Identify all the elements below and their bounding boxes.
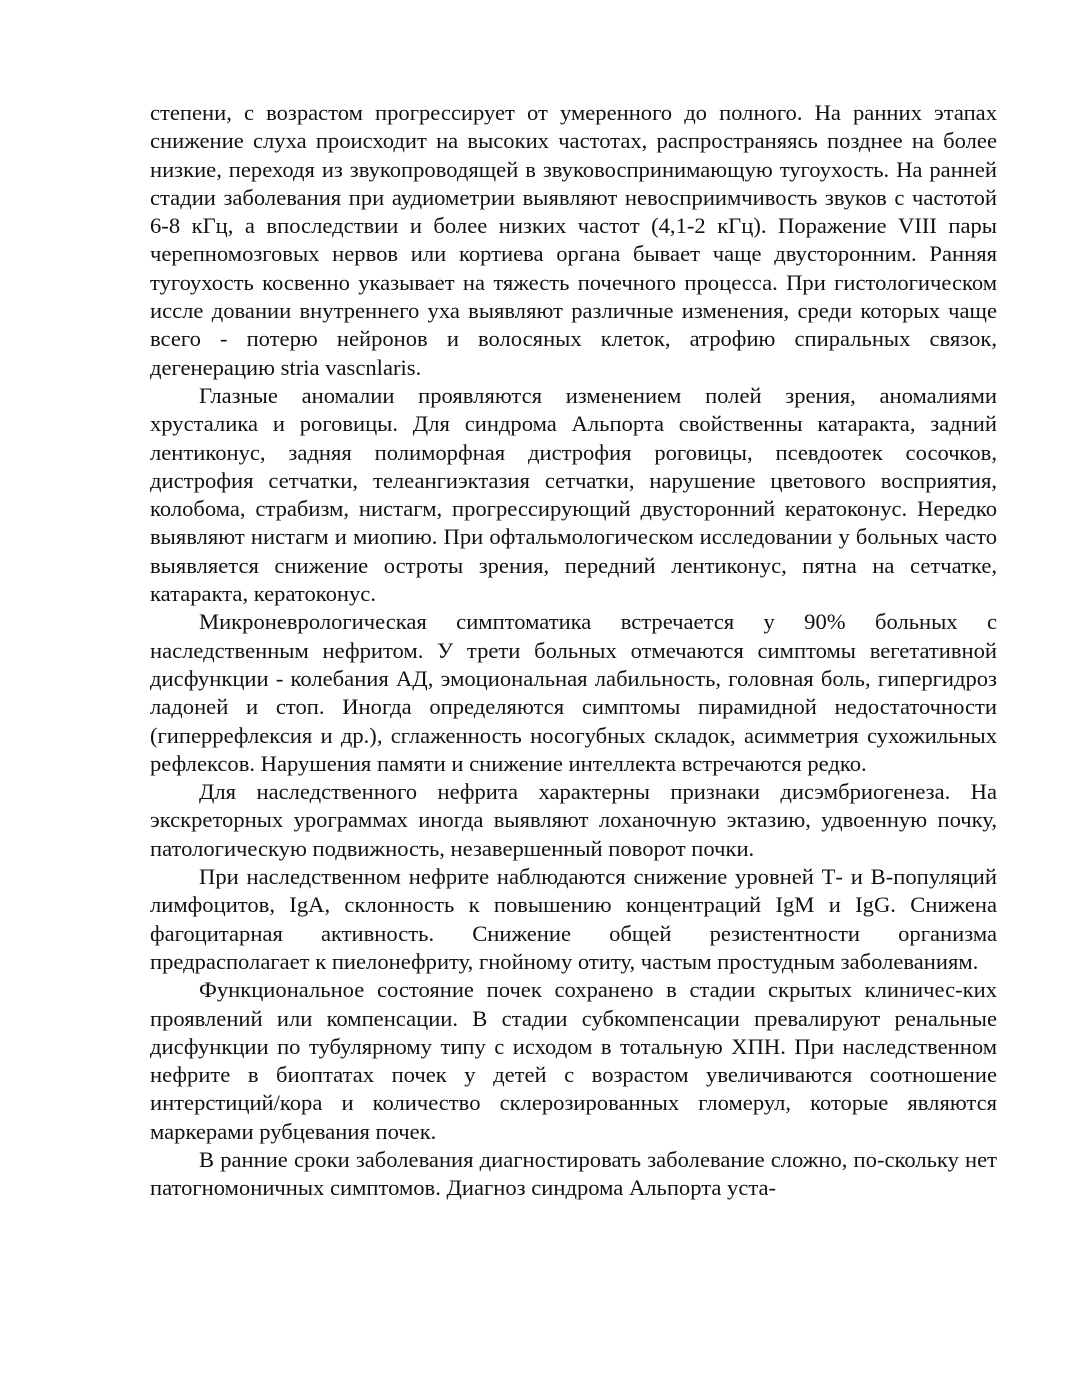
paragraph-immunity: При наследственном нефрите наблюдаются снижение уровней Т- и В-популяций лимфоцитов, IgA, склонность к повышению концентраций IgM и IgG. Снижена фагоцитарная активность. Снижение общей резистентности организма предрасполагает к пиелонефриту, гнойному отиту, частым простудным заболеваниям. [150, 864, 997, 974]
paragraph-diagnosis: В ранние сроки заболевания диагностировать заболевание сложно, по-скольку нет патогномоничных симптомов. Диагноз синдрома Альпорта уста- [150, 1146, 997, 1201]
paragraph-kidney-function: Функциональное состояние почек сохранено в стадии скрытых клиничес-ких проявлений или компенсации. В стадии субкомпенсации превалируют ренальные дисфункции по тубулярному типу с исходом в тотальную ХПН. При наследственном нефрите в биоптатах почек у детей с возрастом увеличиваются соотношение интерстиций/кора и количество склерозированных гломерул, которые являются маркерами рубцевания почек. [150, 977, 997, 1144]
document-page [150, 99, 997, 1203]
paragraph-hearing-loss: степени, с возрастом прогрессирует от умеренного до полного. На ранних этапах снижение слуха происходит на высоких частотах, распространяясь позднее на более низкие, переходя из звукопроводящей в звуковоспринимающую тугоухость. На ранней стадии заболевания при аудиометрии выявляют невосприимчивость звуков с частотой 6-8 кГц, а впоследствии и более низких частот (4,1-2 кГц). Поражение VIII пары черепномозговых нервов или кортиева органа бывает чаще двусторонним. Ранняя тугоухость косвенно указывает на тяжесть почечного процесса. При гистологическом иссле довании внутреннего уха выявляют различные изменения, среди которых чаще всего - потерю нейронов и волосяных клеток, атрофию спиральных связок, дегенерацию stria vascnlaris. [150, 100, 997, 380]
paragraph-eye-anomalies: Глазные аномалии проявляются изменением полей зрения, аномалиями хрусталика и роговицы. Для синдрома Альпорта свойственны катаракта, задний лентиконус, задняя полиморфная дистрофия роговицы, псевдоотек сосочков, дистрофия сетчатки, телеангиэктазия сетчатки, нарушение цветового восприятия, колобома, страбизм, нистагм, прогрессирующий двусторонний кератоконус. Нередко выявляют нистагм и миопию. При офтальмологическом исследовании у больных часто выявляется снижение остроты зрения, передний лентиконус, пятна на сетчатке, катаракта, кератоконус. [150, 382, 997, 607]
paragraph-neurological-symptoms: Микроневрологическая симптоматика встречается у 90% больных с наследственным нефритом. У трети больных отмечаются симптомы вегетативной дисфункции - колебания АД, эмоциональная лабильность, головная боль, гипергидроз ладоней и стоп. Иногда определяются симптомы пирамидной недостаточности (гиперрефлексия и др.), сглаженность носогубных складок, асимметрия сухожильных рефлексов. Нарушения памяти и снижение интеллекта встречаются редко. [150, 609, 997, 776]
paragraph-dysembryogenesis: Для наследственного нефрита характерны признаки дисэмбриогенеза. На экскреторных урограммах иногда выявляют лоханочную эктазию, удвоенную почку, патологическую подвижность, незавершенный поворот почки. [150, 779, 997, 861]
